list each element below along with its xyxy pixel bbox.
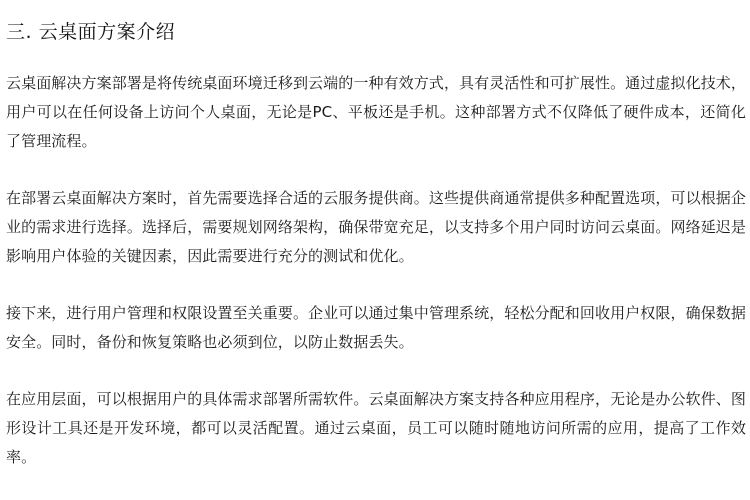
paragraph-overview: 云桌面解决方案部署是将传统桌面环境迁移到云端的一种有效方式，具有灵活性和可扩展性。通过虚拟化技术，用户可以在任何设备上访问个人桌面，无论是PC、平板还是手机。这种部署方式不仅降低了硬件成本，还简化了管理流程。 bbox=[6, 74, 746, 150]
paragraph-applications: 在应用层面，可以根据用户的具体需求部署所需软件。云桌面解决方案支持各种应用程序，无论是办公软件、图形设计工具还是开发环境，都可以灵活配置。通过云桌面，员工可以随时随地访问所需的应用，提高了工作效率。 bbox=[6, 390, 746, 466]
paragraph-deployment: 在部署云桌面解决方案时，首先需要选择合适的云服务提供商。这些提供商通常提供多种配置选项，可以根据企业的需求进行选择。选择后，需要规划网络架构，确保带宽充足，以支持多个用户同时访问云桌面。网络延迟是影响用户体验的关键因素，因此需要进行充分的测试和优化。 bbox=[6, 189, 746, 265]
paragraph-user-management: 接下来，进行用户管理和权限设置至关重要。企业可以通过集中管理系统，轻松分配和回收用户权限，确保数据安全。同时，备份和恢复策略也必须到位，以防止数据丢失。 bbox=[6, 304, 746, 351]
section-heading: 三. 云桌面方案介绍 bbox=[6, 21, 176, 43]
